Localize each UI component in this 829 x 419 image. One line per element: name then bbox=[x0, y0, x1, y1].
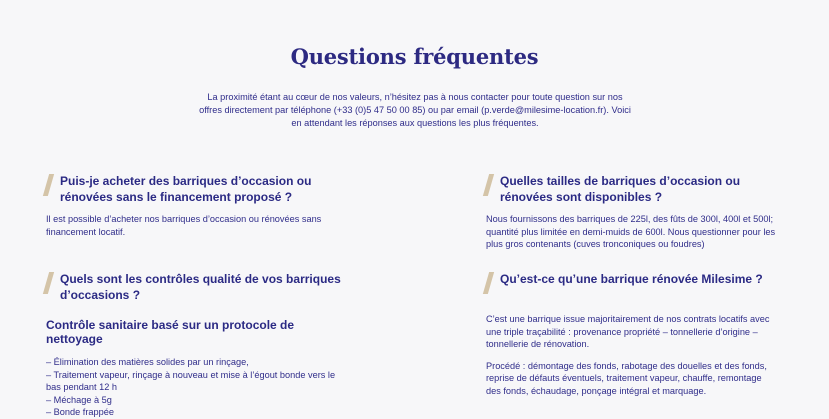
faq-answer bbox=[46, 213, 346, 238]
faq-list bbox=[46, 356, 346, 419]
faq-heading bbox=[486, 173, 786, 205]
faq-heading bbox=[46, 173, 346, 205]
faq-answer-text: Nous fournissons des barriques de 225l, des fûts de 300l, 400l et 500l; quantité plus limitée en demi-muids de 600l. Nous questionner pour les plus gros contenants (cuves tronconiques ou foudres) bbox=[486, 214, 776, 249]
list-item: – Bonde frappée bbox=[46, 407, 114, 417]
list-item: – Élimination des matières solides par un rinçage, bbox=[46, 357, 249, 367]
faq-answer bbox=[486, 313, 776, 397]
faq-question: Qu’est-ce qu’une barrique rénovée Milesime ? bbox=[500, 272, 763, 286]
faq-answer-text-2: Procédé : démontage des fonds, rabotage des douelles et des fonds, reprise de défauts éventuels, traitement vapeur, chauffe, remontage des fonds, échaudage, ponçage intégral et marquage. bbox=[486, 360, 767, 396]
slash-accent-icon bbox=[483, 174, 494, 196]
faq-item-barrel-sizes bbox=[486, 173, 786, 260]
faq-question: Quels sont les contrôles qualité de vos barriques d’occasions ? bbox=[60, 272, 341, 302]
faq-heading bbox=[486, 271, 776, 294]
faq-item-quality-controls bbox=[46, 271, 346, 419]
faq-answer bbox=[486, 213, 786, 251]
list-item: – Méchage à 5g bbox=[46, 394, 112, 405]
list-item: – Traitement vapeur, rinçage à nouveau et mise à l’égout bonde vers le bas pendant 12 h bbox=[46, 369, 336, 392]
intro-text: La proximité étant au cœur de nos valeurs, n’hésitez pas à nous contacter pour toute question sur nos offres directement par téléphone (+33 (0)5 47 50 00 85) ou par email (p.verde@milesime-location.fr). Voici en attendant les réponses aux questions les plus fréquentes. bbox=[199, 92, 631, 128]
slash-accent-icon bbox=[483, 272, 494, 294]
page-title: Questions fréquentes bbox=[290, 44, 539, 69]
slash-accent-icon bbox=[43, 272, 54, 294]
faq-item-renovated-barrel bbox=[486, 271, 776, 406]
faq-question: Quelles tailles de barriques d’occasion ou rénovées sont disponibles ? bbox=[500, 174, 741, 204]
faq-item-buy-without-financing bbox=[46, 173, 346, 247]
faq-heading bbox=[46, 271, 346, 303]
faq-answer-text: C’est une barrique issue majoritairement de nos contrats locatifs avec une triple traçabilité : provenance propriété – tonnellerie d’origine – tonnellerie de rénovation. bbox=[486, 314, 770, 349]
faq-subheading: Contrôle sanitaire basé sur un protocole de nettoyage bbox=[46, 318, 295, 346]
slash-accent-icon bbox=[43, 174, 54, 196]
faq-question: Puis-je acheter des barriques d’occasion ou rénovées sans le financement proposé ? bbox=[60, 174, 312, 204]
faq-answer-text: Il est possible d’acheter nos barriques d’occasion ou rénovées sans financement locatif. bbox=[46, 214, 322, 237]
